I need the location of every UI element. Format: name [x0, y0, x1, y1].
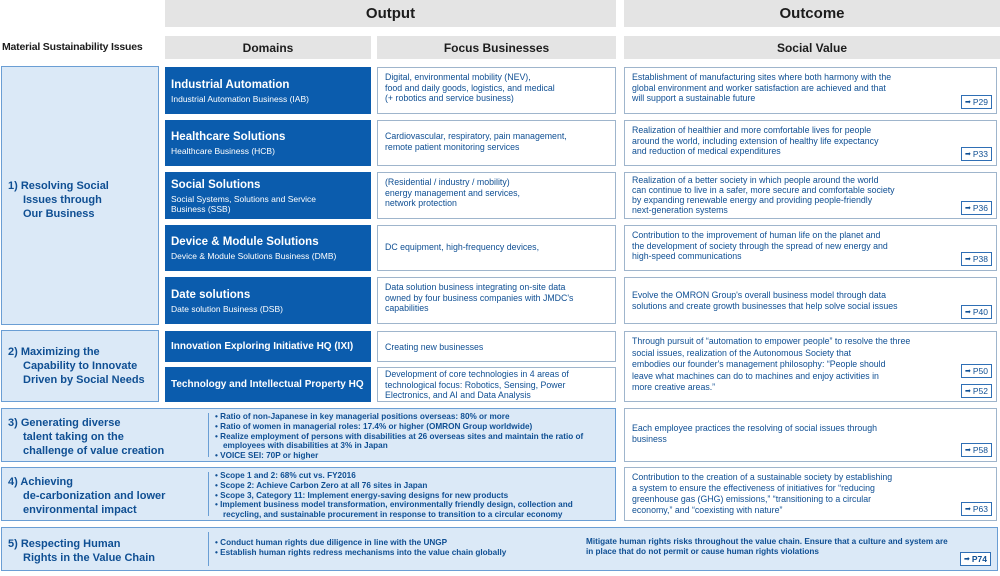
focus-line: Digital, environmental mobility (NEV), — [385, 72, 531, 82]
issue-line: 4) Achieving — [8, 476, 73, 488]
domain-title: Device & Module Solutions — [171, 236, 319, 248]
focus-innovation-hq — [377, 331, 616, 362]
value-line: Realization of a better society in which people around the world — [632, 175, 879, 185]
page-ref-p50[interactable] — [961, 364, 992, 378]
value-line: Each employee practices the resolving of social issues through — [632, 423, 877, 433]
value-line: business — [632, 433, 667, 444]
page-ref-label: P40 — [972, 306, 988, 317]
issue-maximizing-innovation — [1, 330, 159, 402]
value-industrial-automation — [624, 67, 997, 114]
arrow-right-icon: ➡ — [965, 255, 971, 263]
page-ref-p63[interactable] — [961, 502, 992, 516]
value-data-solutions — [624, 277, 997, 324]
value-line: can continue to live in a safer, more secure and comfortable society — [632, 185, 895, 195]
focus-technology-ip-hq — [377, 367, 616, 402]
focus-businesses-header: Focus Businesses — [377, 36, 616, 59]
domain-subtitle-line: Business (SSB) — [171, 203, 231, 214]
focus-line: owned by four business companies with JMDC's — [385, 292, 574, 303]
bullet-item: • Scope 2: Achieve Carbon Zero at all 76 sites in Japan — [215, 481, 573, 491]
bullet-item: • Implement business model transformation, environmentally friendly design, collection and — [215, 500, 573, 510]
focus-line: Cardiovascular, respiratory, pain management, — [385, 131, 567, 141]
value-line: embodies our founder's management philosophy: “People should — [632, 359, 886, 369]
domain-title: Innovation Exploring Initiative HQ (IXI) — [171, 341, 354, 352]
issue-diverse-talent — [1, 408, 616, 462]
value-line: in place that do not permit or cause human rights violations — [586, 546, 819, 556]
domain-title: Date solutions — [171, 288, 251, 301]
page-ref-label: P29 — [972, 96, 988, 107]
value-rights — [586, 537, 948, 557]
value-line: Mitigate human rights risks throughout the value chain. Ensure that a culture and system are — [586, 537, 948, 546]
issue-line: talent taking on the — [23, 431, 124, 443]
value-line: the development of society through the spread of new energy and — [632, 240, 888, 251]
divider — [208, 472, 209, 516]
issue-line: 2) Maximizing the — [8, 346, 100, 358]
domain-technology-ip-hq — [165, 367, 371, 402]
talent-bullets — [215, 412, 583, 461]
arrow-right-icon: ➡ — [964, 555, 970, 563]
focus-line: network protection — [385, 198, 457, 208]
bullet-continuation: recycling, and sustainable procurement in response to transition to a circular economy — [223, 510, 563, 520]
bullet-item: • Realize employment of persons with disabilities at 26 overseas sites and maintain the ratio of — [215, 432, 583, 442]
domain-title: Healthcare Solutions — [171, 131, 286, 143]
page-ref-label: P58 — [972, 444, 988, 455]
bullet-item: • Scope 1 and 2: 68% cut vs. FY2016 — [215, 471, 573, 481]
domain-subtitle: Healthcare Business (HCB) — [171, 146, 275, 156]
domain-subtitle: Industrial Automation Business (IAB) — [171, 93, 309, 104]
bullet-continuation: employees with disabilities at 3% in Japan — [223, 441, 388, 451]
domain-device-module — [165, 225, 371, 271]
domain-industrial-automation — [165, 67, 371, 114]
bullet-item: • Conduct human rights due diligence in line with the UNGP — [215, 538, 506, 548]
issue-line: 1) Resolving Social — [8, 180, 109, 192]
arrow-right-icon: ➡ — [965, 98, 971, 106]
page-ref-p52[interactable] — [961, 384, 992, 398]
domain-healthcare — [165, 120, 371, 166]
page-ref-label: P63 — [972, 503, 988, 514]
value-line: by expanding renewable energy and providing people-friendly — [632, 195, 873, 205]
value-line: leave what machines can do to machines and enjoy activities in — [632, 370, 879, 381]
focus-social — [377, 172, 616, 219]
page-ref-p58[interactable] — [961, 443, 992, 457]
issue-human-rights — [1, 527, 998, 571]
issue-line: challenge of value creation — [23, 445, 165, 457]
page-ref-p40[interactable] — [961, 305, 992, 319]
focus-line: Creating new businesses — [385, 342, 484, 352]
focus-line: (+ robotics and service business) — [385, 93, 514, 103]
issue-line: Issues through — [23, 194, 102, 206]
page-ref-p74[interactable] — [960, 552, 991, 566]
focus-line: capabilities — [385, 303, 429, 313]
domain-title: Industrial Automation — [171, 78, 290, 91]
focus-industrial-automation — [377, 67, 616, 114]
page-ref-label: P33 — [972, 148, 988, 159]
value-line: high-speed communications — [632, 251, 742, 261]
arrow-right-icon: ➡ — [965, 308, 971, 316]
value-line: social issues, realization of the Autonomous Society that — [632, 347, 852, 358]
issue-decarbonization — [1, 467, 616, 521]
page-ref-p38[interactable] — [961, 252, 992, 266]
focus-line: food and daily goods, logistics, and medical — [385, 82, 555, 93]
bullet-item: • Scope 3, Category 11: Implement energy-saving designs for new products — [215, 491, 573, 501]
page-ref-label: P52 — [972, 385, 988, 396]
bullet-item: • Ratio of non-Japanese in key managerial positions overseas: 80% or more — [215, 412, 583, 422]
issue-line: de-carbonization and lower — [23, 490, 166, 502]
value-line: next-generation systems — [632, 205, 728, 215]
value-line: Establishment of manufacturing sites where both harmony with the — [632, 72, 892, 82]
value-device-module — [624, 225, 997, 271]
value-line: Contribution to the creation of a sustainable society by establishing — [632, 472, 893, 482]
value-line: solutions and create growth businesses that help solve social issues — [632, 300, 898, 311]
arrow-right-icon: ➡ — [965, 367, 971, 375]
domain-data-solutions — [165, 277, 371, 324]
value-line: will support a sustainable future — [632, 93, 756, 103]
page-ref-label: P50 — [972, 365, 988, 376]
rights-bullets — [215, 538, 506, 558]
value-talent — [624, 408, 997, 462]
page-ref-label: P74 — [971, 553, 987, 564]
domain-social — [165, 172, 371, 219]
issue-line: Driven by Social Needs — [23, 374, 145, 386]
domain-subtitle: Date solution Business (DSB) — [171, 303, 283, 314]
value-line: economy,” and “coexisting with nature” — [632, 505, 783, 515]
focus-line: Development of core technologies in 4 areas of — [385, 369, 569, 379]
social-value-header: Social Value — [624, 36, 1000, 59]
page-ref-p36[interactable] — [961, 201, 992, 215]
divider — [208, 413, 209, 457]
value-line: Realization of healthier and more comfortable lives for people — [632, 125, 872, 135]
focus-line: DC equipment, high-frequency devices, — [385, 242, 540, 252]
domain-title: Technology and Intellectual Property HQ — [171, 379, 364, 390]
page-ref-p33[interactable] — [961, 147, 992, 161]
material-issues-header: Material Sustainability Issues — [2, 41, 143, 53]
focus-line: Data solution business integrating on-site data — [385, 282, 566, 292]
focus-line: (Residential / industry / mobility) — [385, 177, 510, 187]
focus-data-solutions — [377, 277, 616, 324]
bullet-item: • Ratio of women in managerial roles: 17.4% or higher (OMRON Group worldwide) — [215, 422, 583, 432]
value-line: Evolve the OMRON Group's overall business model through data — [632, 290, 886, 300]
arrow-right-icon: ➡ — [965, 204, 971, 212]
output-header: Output — [165, 0, 616, 27]
focus-line: technological focus: Robotics, Sensing, Power — [385, 379, 566, 390]
value-social — [624, 172, 997, 219]
value-line: greenhouse gas (GHG) emissions,” “transitioning to a circular — [632, 494, 872, 504]
domain-innovation-hq — [165, 331, 371, 362]
issue-line: Capability to Innovate — [23, 360, 138, 372]
value-line: Through pursuit of “automation to empower people” to resolve the three — [632, 336, 911, 346]
arrow-right-icon: ➡ — [965, 150, 971, 158]
value-carbon — [624, 467, 997, 521]
value-line: global environment and worker satisfaction are achieved and that — [632, 82, 886, 93]
focus-healthcare — [377, 120, 616, 166]
domain-title: Social Solutions — [171, 178, 261, 191]
issue-line: Our Business — [23, 208, 95, 220]
value-line: more creative areas.” — [632, 382, 716, 392]
focus-line: Electronics, and AI and Data Analysis — [385, 390, 531, 400]
value-line: and reduction of medical expenditures — [632, 146, 781, 156]
domain-subtitle: Device & Module Solutions Business (DMB) — [171, 251, 337, 261]
arrow-right-icon: ➡ — [965, 387, 971, 395]
value-line: Contribution to the improvement of human life on the planet and — [632, 230, 881, 240]
value-line: a system to ensure the effectiveness of initiatives for “reducing — [632, 483, 875, 493]
bullet-item: • Establish human rights redress mechanisms into the value chain globally — [215, 548, 506, 558]
domain-subtitle — [171, 194, 365, 214]
issue-resolving-social — [1, 66, 159, 325]
domains-header: Domains — [165, 36, 371, 59]
outcome-header: Outcome — [624, 0, 1000, 27]
focus-line: remote patient monitoring services — [385, 141, 520, 152]
arrow-right-icon: ➡ — [965, 446, 971, 454]
value-innovation — [624, 331, 997, 402]
arrow-right-icon: ➡ — [965, 505, 971, 513]
focus-device-module — [377, 225, 616, 271]
issue-line: environmental impact — [23, 504, 137, 516]
page-ref-p29[interactable] — [961, 95, 992, 109]
value-line: around the world, including extension of healthy life expectancy — [632, 135, 879, 146]
domain-subtitle-line: Social Systems, Solutions and Service — [171, 193, 317, 204]
value-healthcare — [624, 120, 997, 166]
issue-line: 5) Respecting Human — [8, 538, 121, 550]
page-ref-label: P36 — [972, 202, 988, 213]
issue-line: 3) Generating diverse — [8, 417, 121, 429]
carbon-bullets — [215, 471, 573, 520]
issue-line: Rights in the Value Chain — [23, 552, 156, 564]
focus-line: energy management and services, — [385, 187, 520, 198]
page-ref-label: P38 — [972, 253, 988, 264]
bullet-item: • VOICE SEI: 70P or higher — [215, 451, 583, 461]
divider — [208, 532, 209, 566]
